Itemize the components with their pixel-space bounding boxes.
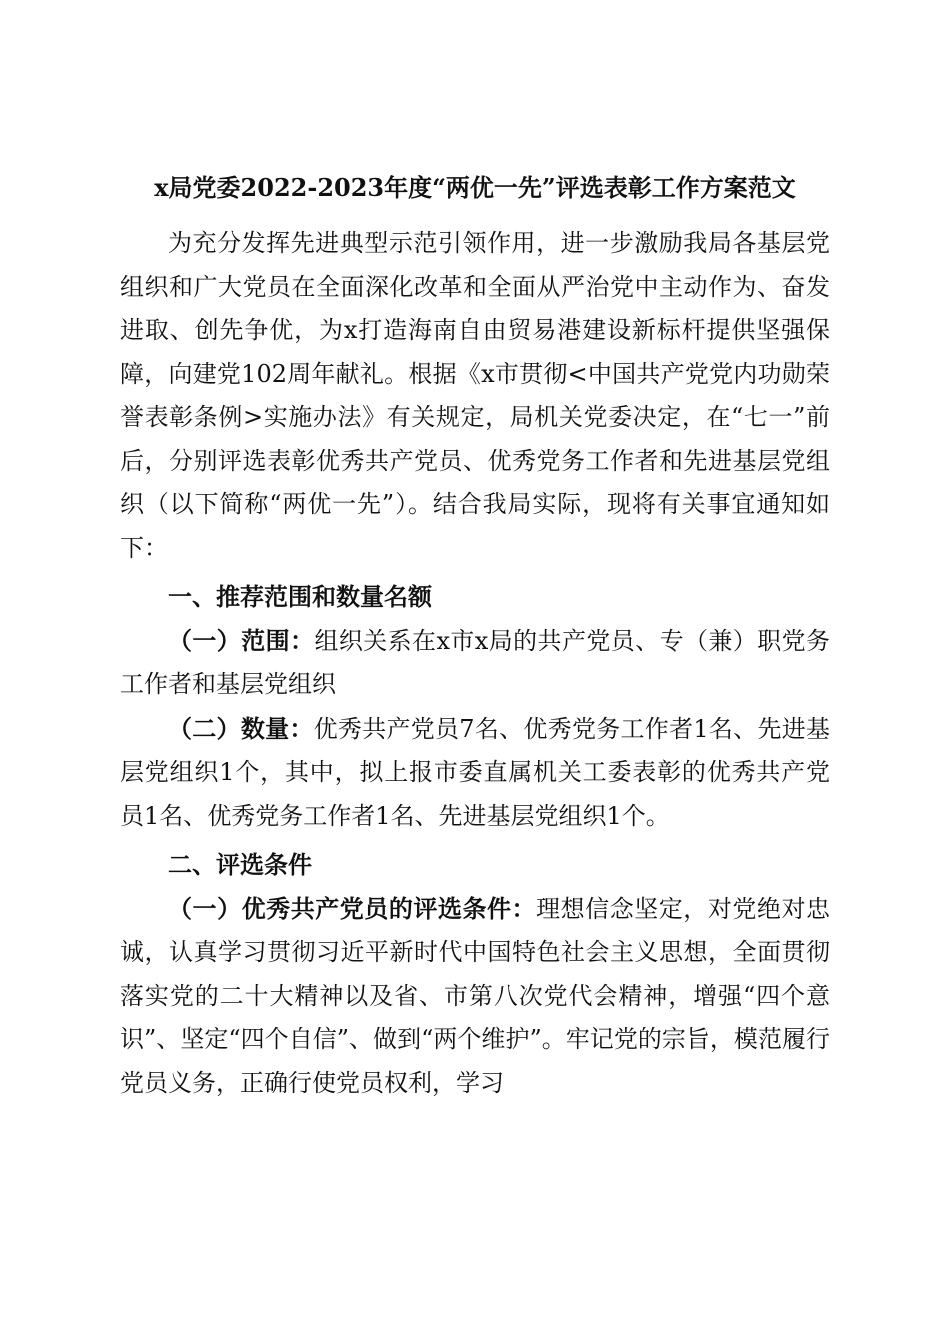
section-heading-selection-criteria: 二、评选条件 bbox=[168, 850, 312, 879]
scope-text: 组织关系在x市x局的共产党员、专（兼）职党务工作者和基层党组织 bbox=[120, 626, 831, 698]
criteria-paragraph bbox=[120, 887, 830, 1106]
intro-paragraph: 为充分发挥先进典型示范引领作用，进一步激励我局各基层党组织和广大党员在全面深化改革和全面从严治党中主动作为、奋发进取、创先争优，为x打造海南自由贸易港建设新标杆提供坚强保障，向建党102周年献礼。根据《x市贯彻<中国共产党党内功勋荣誉表彰条例>实施办法》有关规定，局机关党委决定，在“七一”前后，分别评选表彰优秀共产党员、优秀党务工作者和先进基层党组织（以下简称“两优一先”）。结合我局实际，现将有关事宜通知如下： bbox=[120, 229, 830, 562]
criteria-text: 理想信念坚定，对党绝对忠诚，认真学习贯彻习近平新时代中国特色社会主义思想，全面贯彻落实党的二十大精神以及省、市第八次党代会精神，增强“四个意识”、坚定“四个自信”、做到“两个维护”。牢记党的宗旨，模范履行党员义务，正确行使党员权利，学习 bbox=[120, 894, 831, 1097]
document-title: x局党委2022-2023年度“两优一先”评选表彰工作方案范文 bbox=[154, 173, 796, 202]
scope-lead: （一）范围： bbox=[168, 625, 315, 655]
scope-paragraph bbox=[120, 619, 830, 707]
quantity-lead: （二）数量： bbox=[168, 713, 314, 743]
section-heading-recommendation-scope: 一、推荐范围和数量名额 bbox=[168, 582, 432, 611]
quantity-paragraph bbox=[120, 707, 830, 839]
document-body bbox=[120, 222, 830, 1105]
quantity-text: 优秀共产党员7名、优秀党务工作者1名、先进基层党组织1个，其中，拟上报市委直属机关工委表彰的优秀共产党员1名、优秀党务工作者1名、先进基层党组织1个。 bbox=[120, 714, 830, 830]
criteria-lead: （一）优秀共产党员的评选条件： bbox=[168, 893, 537, 923]
